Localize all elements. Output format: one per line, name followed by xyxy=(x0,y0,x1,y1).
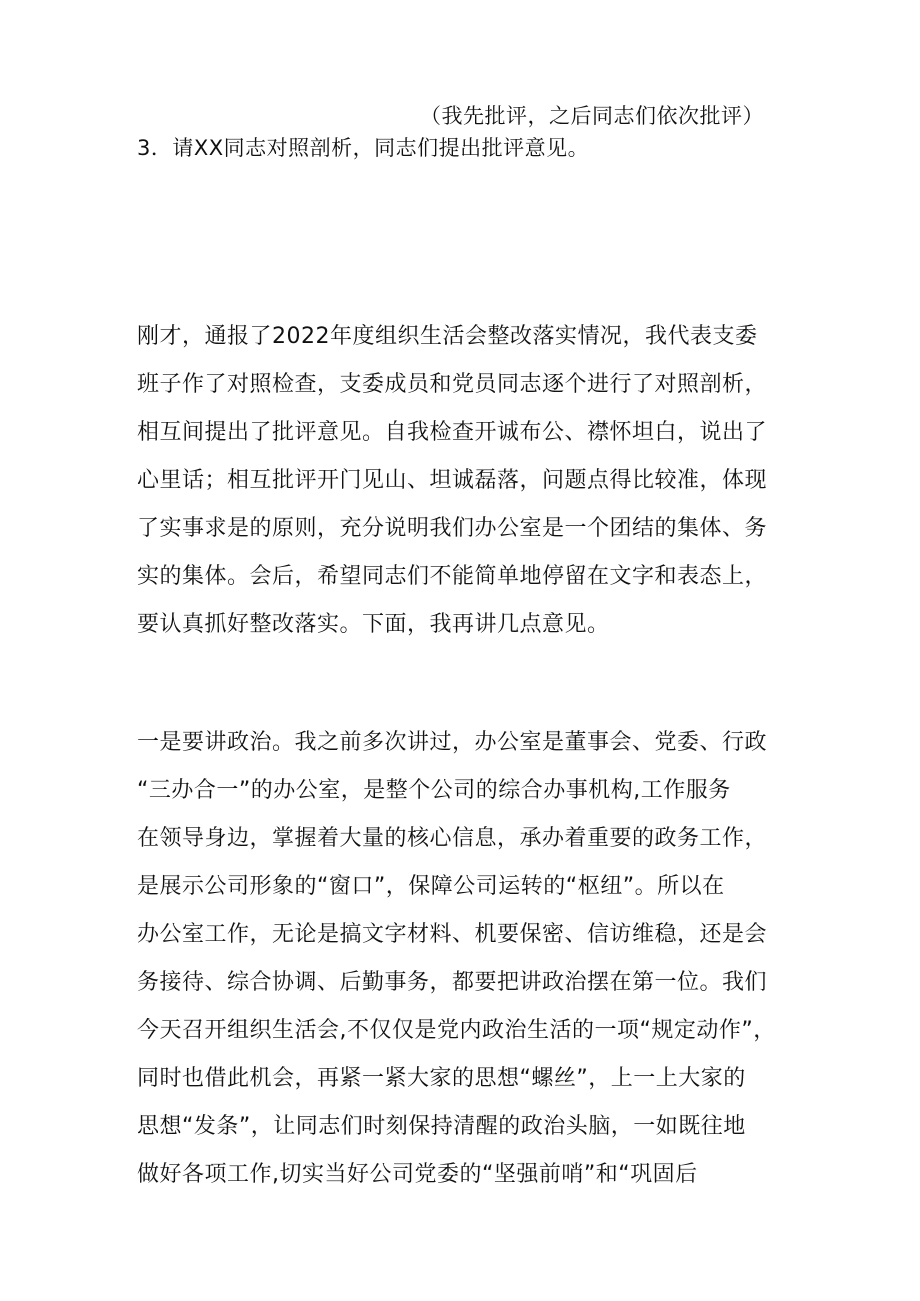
paragraph-2-line-1: 一是要讲政治。我之前多次讲过，办公室是董事会、党委、行政 xyxy=(137,730,768,755)
paragraph-1-line-5: 了实事求是的原则，充分说明我们办公室是一个团结的集体、务 xyxy=(137,516,768,541)
paragraph-1-line-4: 心里话；相互批评开门见山、坦诚磊落，问题点得比较准，体现 xyxy=(137,468,768,493)
paragraph-2-line-7: 今天召开组织生活会,不仅仅是党内政治生活的一项“规定动作”， xyxy=(137,1018,776,1043)
paragraph-1-line-3: 相互间提出了批评意见。自我检查开诚布公、襟怀坦白，说出了 xyxy=(137,420,768,445)
paragraph-1-line-2: 班子作了对照检查，支委成员和党员同志逐个进行了对照剖析， xyxy=(137,372,768,397)
paragraph-1-line-7: 要认真抓好整改落实。下面，我再讲几点意见。 xyxy=(137,612,610,637)
paragraph-2-line-10: 做好各项工作,切实当好公司党委的“坚强前哨”和“巩固后 xyxy=(137,1162,698,1187)
paragraph-2-line-2: “三办合一”的办公室，是整个公司的综合办事机构,工作服务 xyxy=(137,778,731,803)
paragraph-2-line-3: 在领导身边，掌握着大量的核心信息，承办着重要的政务工作， xyxy=(137,826,768,851)
paragraph-1-line-1: 刚才，通报了2022年度组织生活会整改落实情况，我代表支委 xyxy=(137,324,758,349)
paragraph-2-line-5: 办公室工作，无论是搞文字材料、机要保密、信访维稳，还是会 xyxy=(137,922,768,947)
item-3: 3．请XX同志对照剖析，同志们提出批评意见。 xyxy=(137,136,590,160)
paragraph-2-line-4: 是展示公司形象的“窗口”，保障公司运转的“枢纽”。所以在 xyxy=(137,874,725,899)
paragraph-2-line-6: 务接待、综合协调、后勤事务，都要把讲政治摆在第一位。我们 xyxy=(137,970,768,995)
paragraph-1-line-6: 实的集体。会后，希望同志们不能简单地停留在文字和表态上， xyxy=(137,564,768,589)
paragraph-2-line-9: 思想“发条”，让同志们时刻保持清醒的政治头脑，一如既往地 xyxy=(137,1114,746,1139)
paragraph-2-line-8: 同时也借此机会，再紧一紧大家的思想“螺丝”，上一上大家的 xyxy=(137,1066,746,1091)
note-line: （我先批评，之后同志们依次批评） xyxy=(420,104,764,128)
